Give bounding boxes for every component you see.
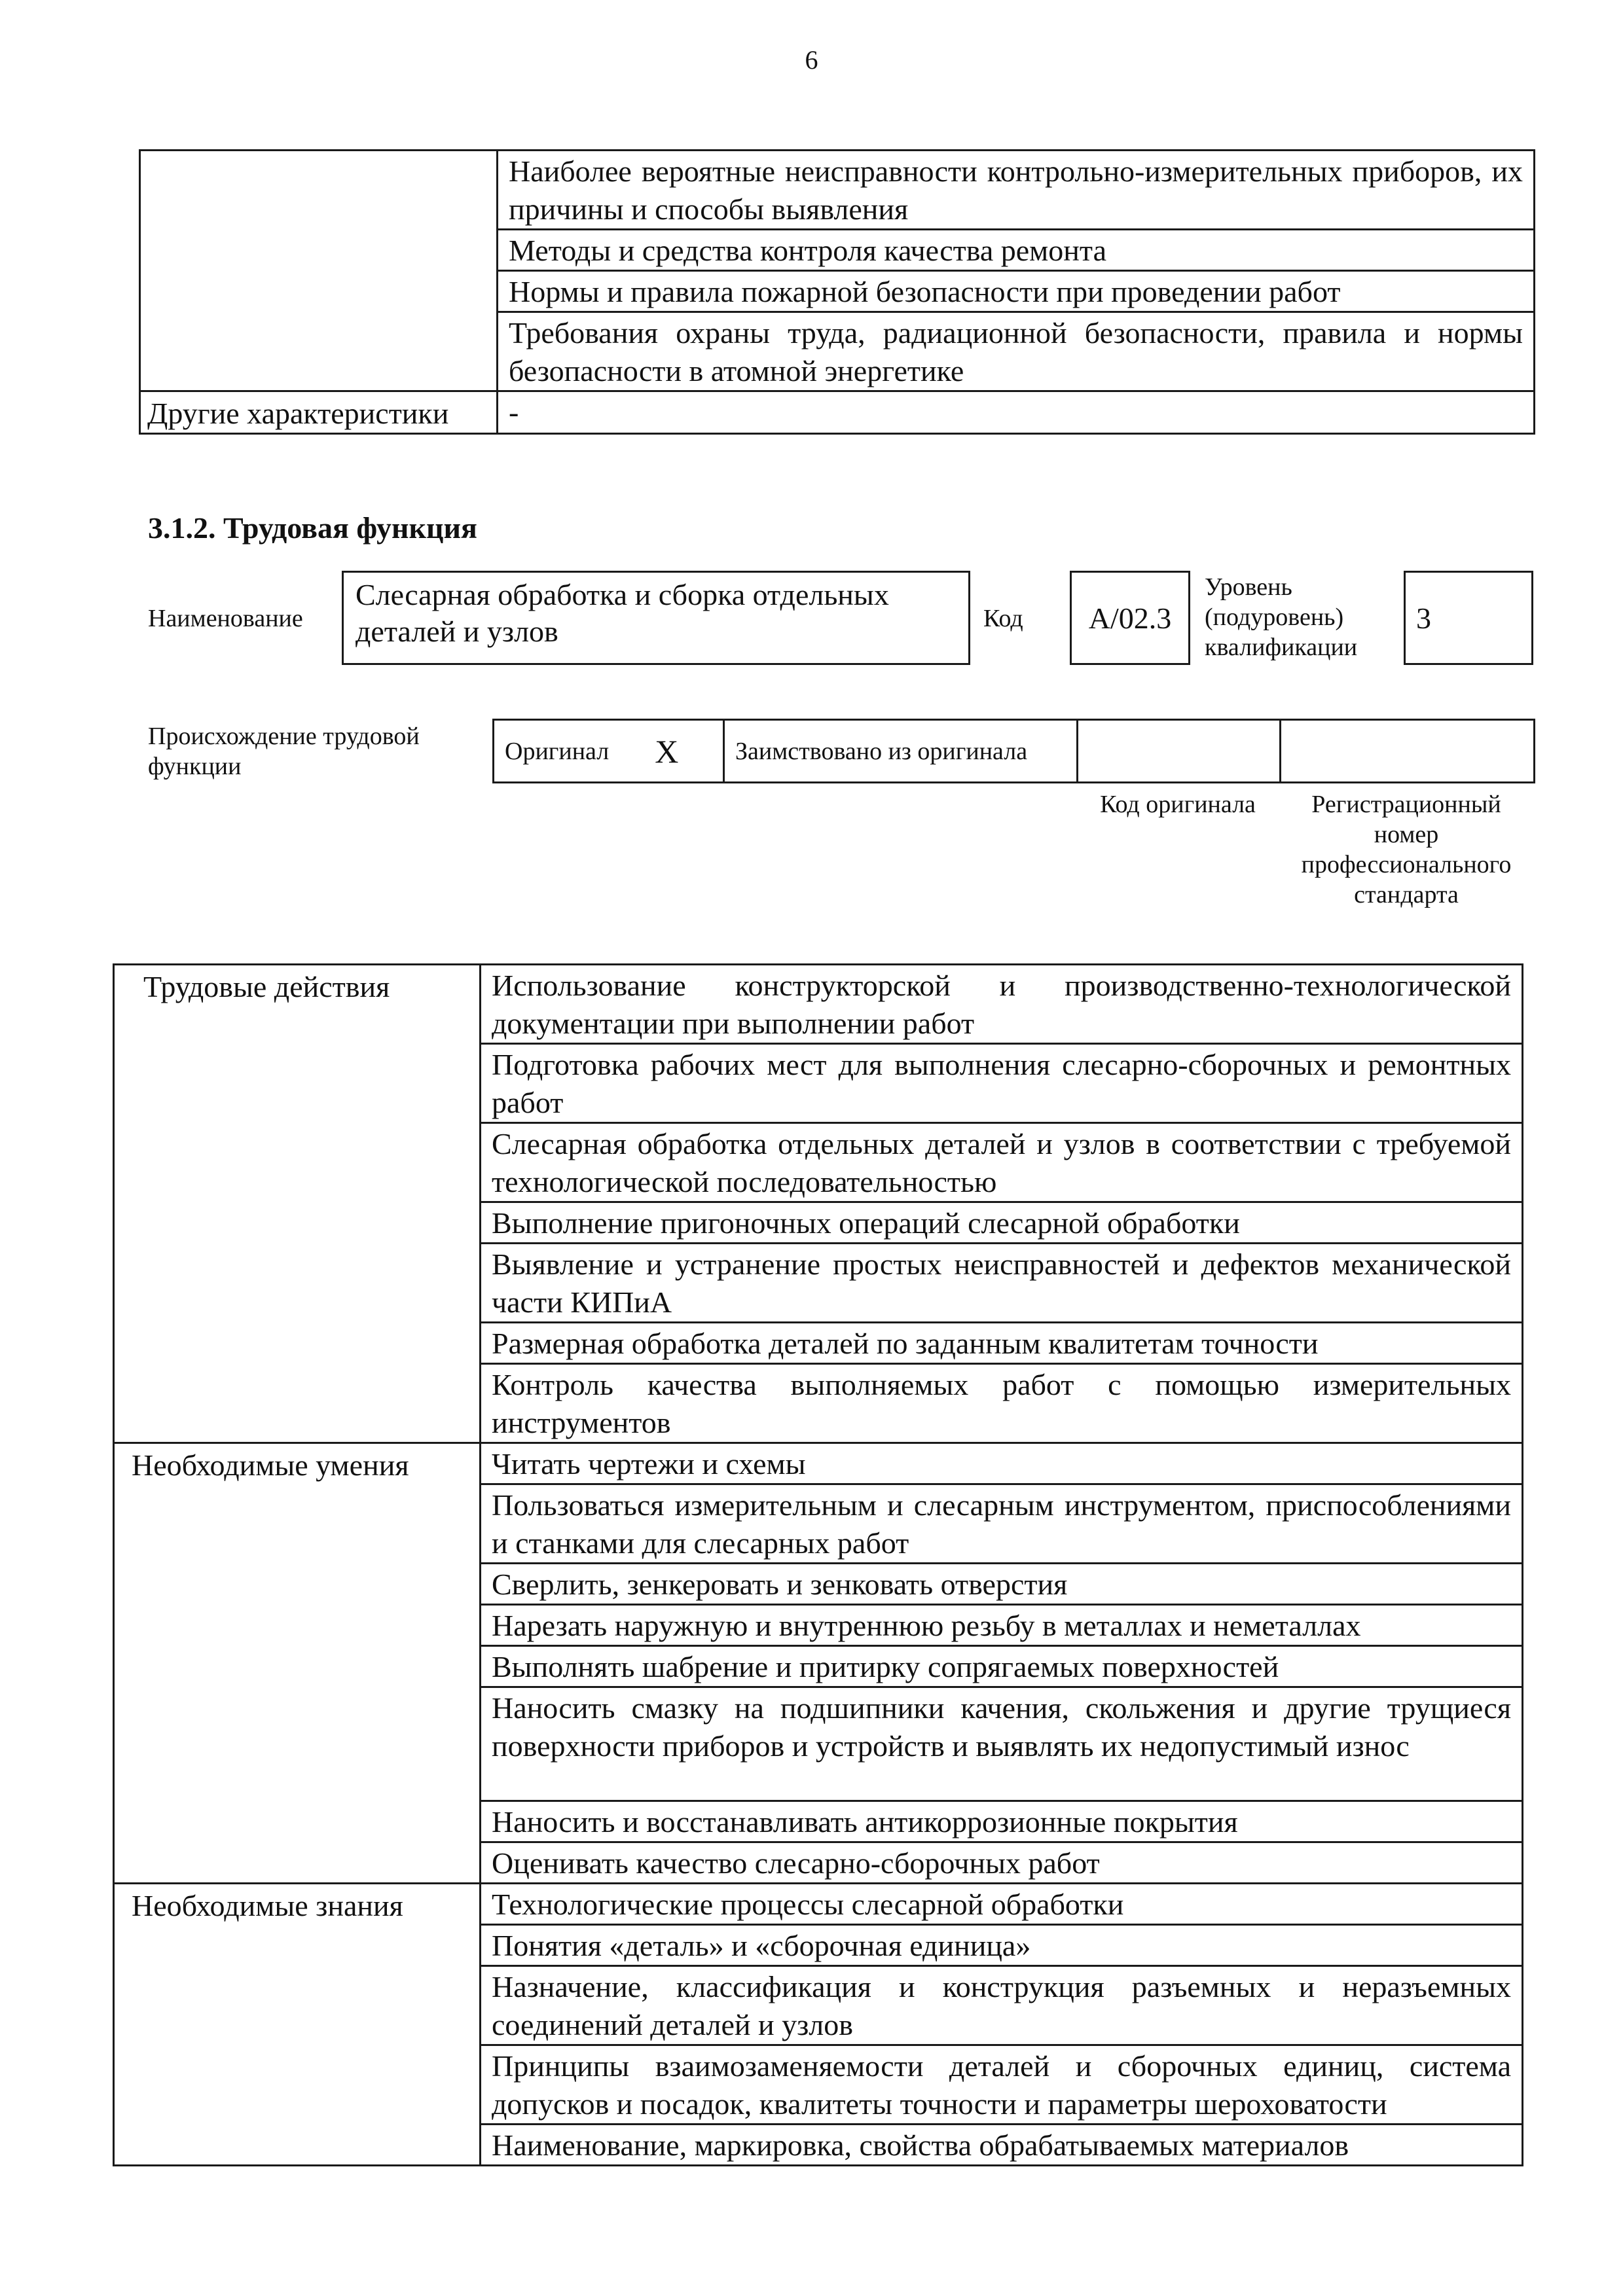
top-table-row: Наиболее вероятные неисправности контрольно-измерительных приборов, их причины и способы выявления (498, 151, 1535, 230)
knowledge-row: Назначение, классификация и конструкция разъемных и неразъемных соединений деталей и узлов (481, 1966, 1523, 2045)
skill-row: Сверлить, зенкеровать и зенковать отверстия (481, 1564, 1523, 1605)
reg-number-cell (1281, 720, 1535, 783)
labor-action-row: Слесарная обработка отдельных деталей и узлов в соответствии с требуемой технологической последовательностью (481, 1123, 1523, 1202)
code-original-caption: Код оригинала (1100, 791, 1256, 818)
top-table-row: Нормы и правила пожарной безопасности при проведении работ (498, 271, 1535, 312)
name-value: Слесарная обработка и сборка отдельных деталей и узлов (356, 578, 889, 648)
labor-action-row: Контроль качества выполняемых работ с помощью измерительных инструментов (481, 1364, 1523, 1443)
labor-action-row: Подготовка рабочих мест для выполнения слесарно-сборочных и ремонтных работ (481, 1044, 1523, 1123)
skill-row: Оценивать качество слесарно-сборочных работ (481, 1842, 1523, 1884)
other-characteristics-value: - (498, 391, 1535, 434)
level-value: 3 (1416, 601, 1431, 635)
code-original-cell (1078, 720, 1281, 783)
labor-actions-label: Трудовые действия (114, 965, 481, 1443)
knowledge-row: Наименование, маркировка, свойства обрабатываемых материалов (481, 2125, 1523, 2166)
page-number: 6 (805, 45, 818, 75)
top-table-empty-label (140, 151, 498, 391)
skill-row: Нарезать наружную и внутреннюю резьбу в металлах и неметаллах (481, 1605, 1523, 1646)
code-label: Код (983, 605, 1023, 632)
code-value-box (1070, 571, 1190, 665)
name-label: Наименование (148, 605, 303, 632)
section-title: 3.1.2. Трудовая функция (148, 511, 477, 545)
knowledge-row: Понятия «деталь» и «сборочная единица» (481, 1925, 1523, 1966)
reg-number-caption: Регистрационный номер профессионального стандарта (1301, 791, 1512, 908)
other-characteristics-label: Другие характеристики (140, 391, 498, 434)
labor-action-row: Использование конструкторской и производственно-технологической документации при выполнении работ (481, 965, 1523, 1044)
skill-row: Пользоваться измерительным и слесарным инструментом, приспособлениями и станками для слесарных работ (481, 1484, 1523, 1564)
borrowed-cell (724, 720, 1078, 783)
knowledge-label: Необходимые знания (114, 1884, 481, 2166)
code-value: A/02.3 (1088, 601, 1172, 635)
original-label: Оригинал (505, 737, 610, 765)
top-table-row: Методы и средства контроля качества ремонта (498, 230, 1535, 271)
original-mark: X (655, 732, 679, 770)
borrowed-label: Заимствовано из оригинала (735, 737, 1028, 765)
top-table (139, 149, 1535, 435)
level-label: Уровень (подуровень) квалификации (1205, 573, 1358, 661)
labor-action-row: Выполнение пригоночных операций слесарной обработки (481, 1202, 1523, 1244)
labor-action-row: Выявление и устранение простых неисправностей и дефектов механической части КИПиА (481, 1244, 1523, 1323)
top-table-row: Требования охраны труда, радиационной безопасности, правила и нормы безопасности в атомной энергетике (498, 312, 1535, 391)
origin-table (492, 719, 1535, 783)
main-table (113, 963, 1523, 2166)
level-value-box (1404, 571, 1533, 665)
knowledge-row: Технологические процессы слесарной обработки (481, 1884, 1523, 1925)
knowledge-row: Принципы взаимозаменяемости деталей и сборочных единиц, система допусков и посадок, квалитеты точности и параметры шероховатости (481, 2045, 1523, 2125)
skill-row: Наносить смазку на подшипники качения, скольжения и другие трущиеся поверхности приборов и устройств и выявлять их недопустимый износ (481, 1687, 1523, 1801)
skill-row: Выполнять шабрение и притирку сопрягаемых поверхностей (481, 1646, 1523, 1687)
original-cell (494, 720, 724, 783)
origin-label: Происхождение трудовой функции (148, 723, 420, 780)
skills-label: Необходимые умения (114, 1443, 481, 1884)
skill-row: Наносить и восстанавливать антикоррозионные покрытия (481, 1801, 1523, 1842)
skill-row: Читать чертежи и схемы (481, 1443, 1523, 1484)
labor-action-row: Размерная обработка деталей по заданным квалитетам точности (481, 1323, 1523, 1364)
name-value-box (342, 571, 970, 665)
